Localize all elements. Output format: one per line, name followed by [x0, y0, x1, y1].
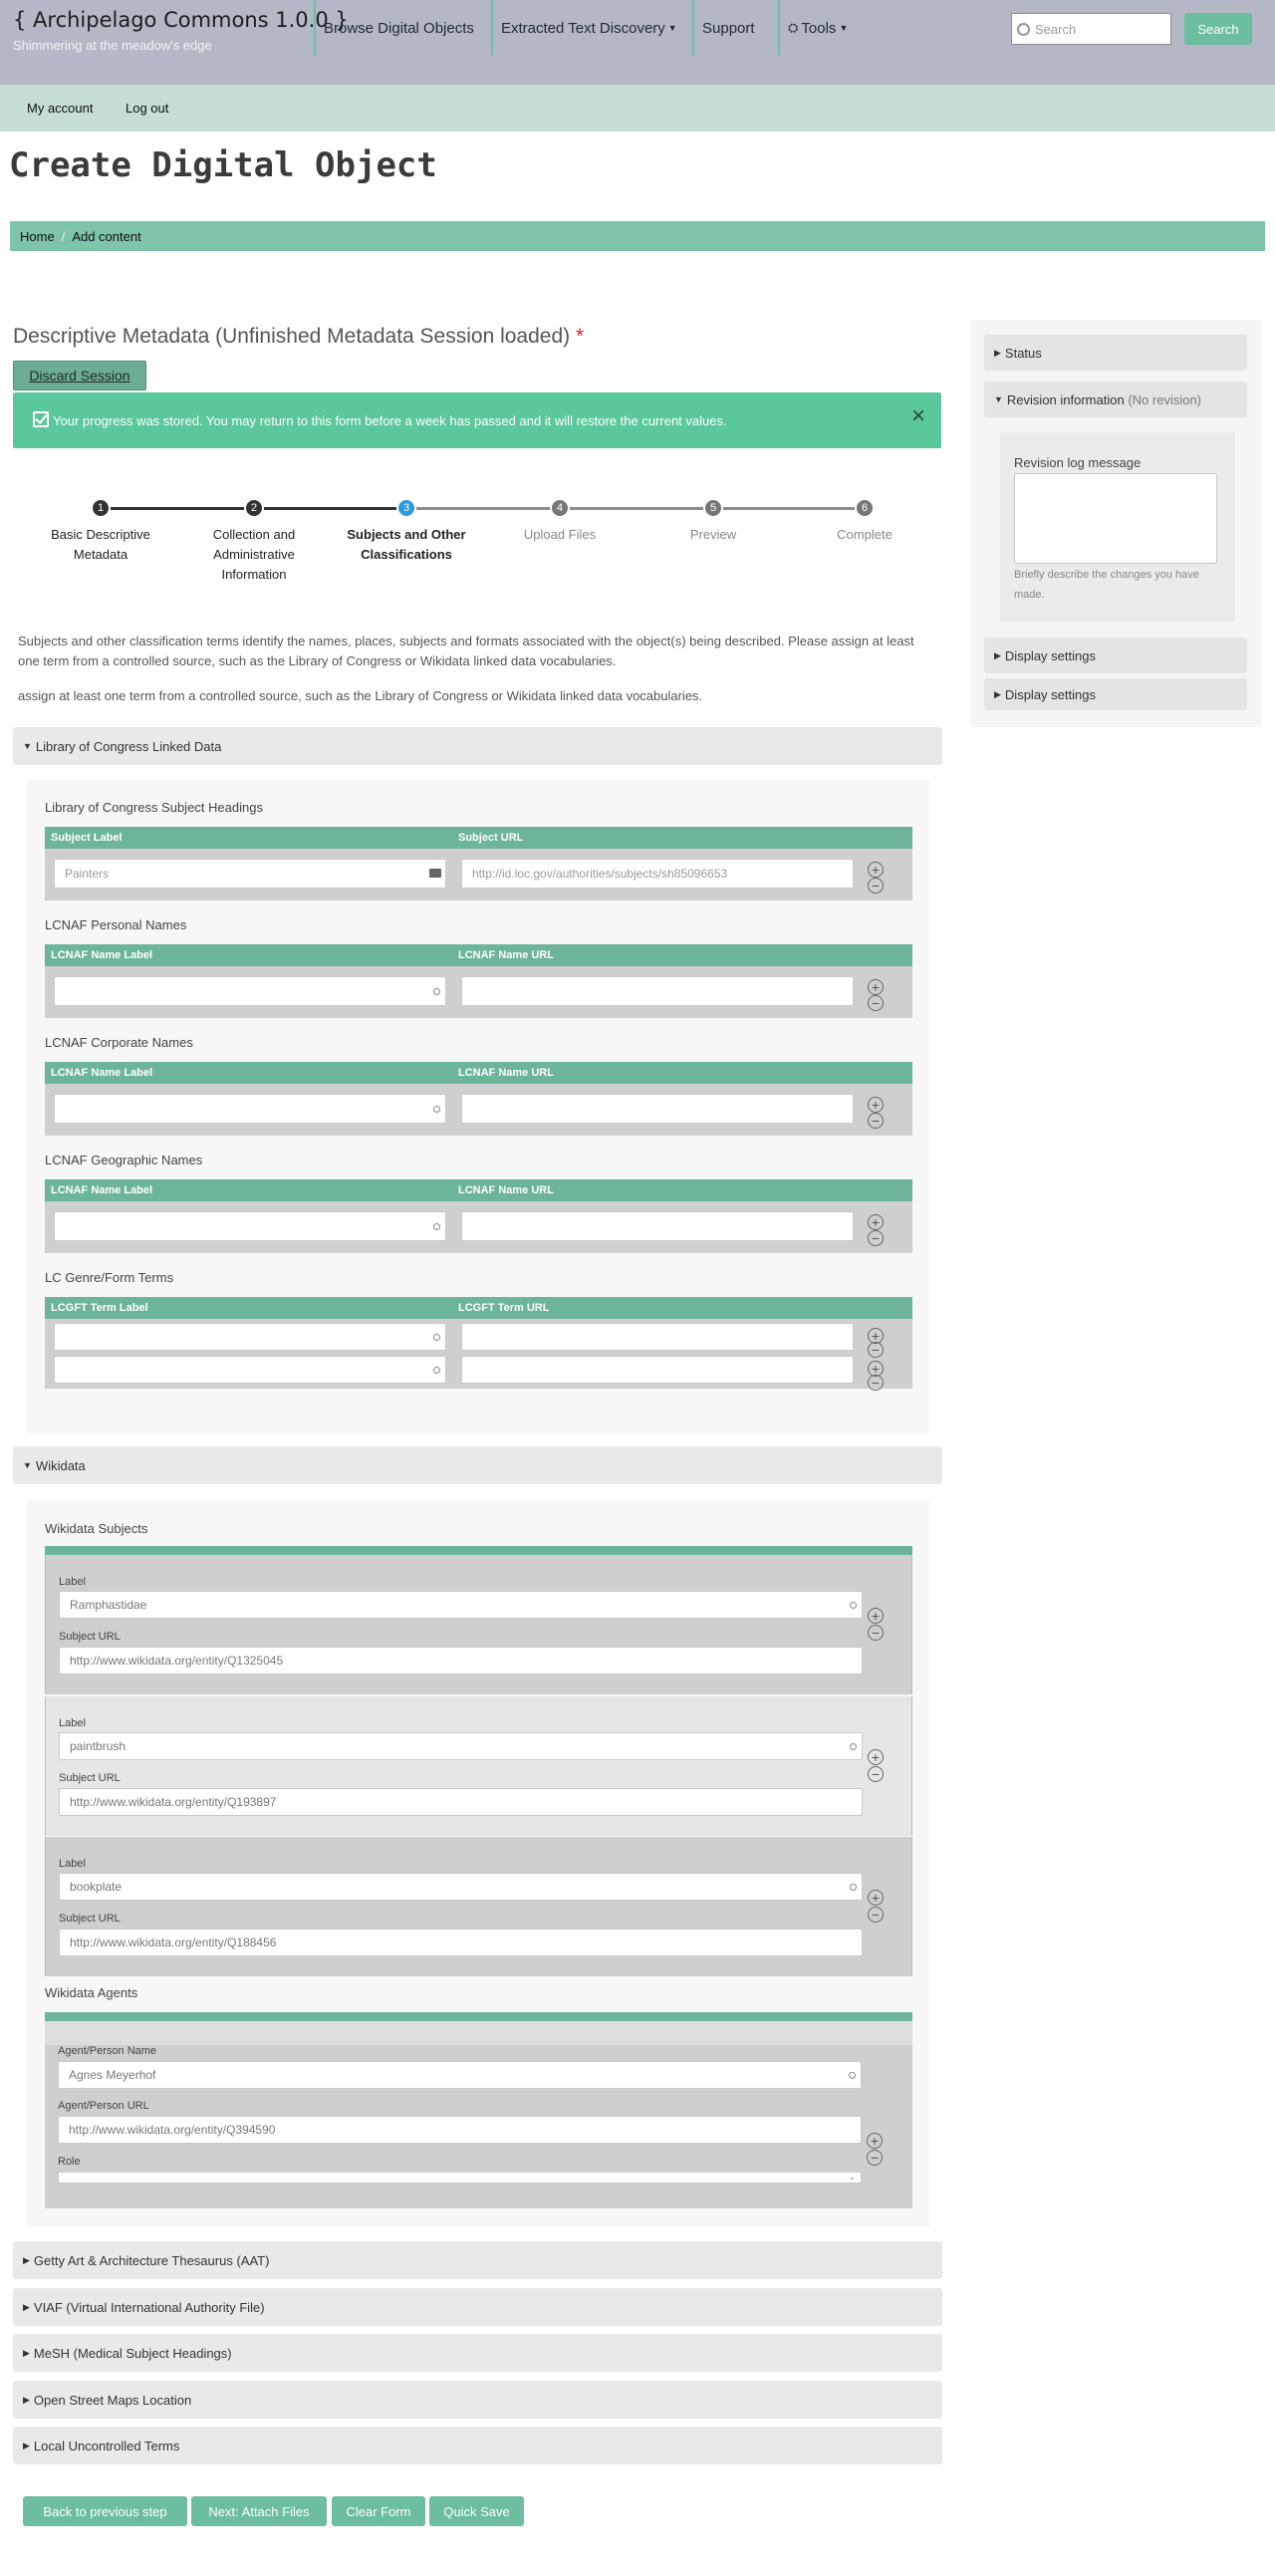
loc-table-body — [45, 1201, 912, 1253]
accordion-title: Library of Congress Linked Data — [35, 738, 222, 754]
intro-text-repeat: assign at least one term from a controlled source, such as the Library of Congress or Wikidata linked data vocabularies. — [18, 688, 703, 703]
agent-url-caption: Agent/Person URL — [58, 2100, 149, 2112]
sidebar-label: Display settings — [1004, 647, 1096, 663]
step-5-dot[interactable]: 5 — [703, 498, 723, 518]
wikidata-subject-row — [45, 1555, 912, 1694]
subject-url-caption: Subject URL — [59, 1631, 121, 1643]
remove-row-icon[interactable]: − — [868, 878, 884, 894]
step-3-dot[interactable]: 3 — [396, 498, 416, 518]
accordion-collapsed[interactable] — [13, 2334, 942, 2372]
form-heading — [13, 325, 584, 349]
term-url-input[interactable] — [461, 859, 854, 889]
autocomplete-icon — [433, 1106, 440, 1113]
label-caption: Label — [59, 1717, 86, 1729]
search-button[interactable]: Search — [1184, 13, 1252, 45]
log-out-link[interactable]: Log out — [126, 101, 169, 116]
loc-section-label: Library of Congress Subject Headings — [45, 800, 263, 815]
accordion-title: Getty Art & Architecture Thesaurus (AAT) — [33, 2252, 270, 2268]
subject-url-value: http://www.wikidata.org/entity/Q1325045 — [70, 1654, 284, 1668]
term-label-input[interactable] — [54, 976, 446, 1006]
accordion-title: VIAF (Virtual International Authority File) — [33, 2299, 265, 2315]
triangle-right-icon: ▶ — [23, 2301, 30, 2312]
sidebar-label: Revision information — [1006, 391, 1125, 407]
loc-section-label: LCNAF Corporate Names — [45, 1035, 193, 1050]
intro-text: Subjects and other classification terms identify the names, places, subjects and formats associated with the object(s) being described. Please assign at least one term from a controlled source, such as the Library of Congress or Wikidata linked data vocabularies. — [18, 634, 914, 668]
revision-log-textarea[interactable] — [1014, 473, 1217, 564]
accordion-library-of-congress[interactable] — [13, 727, 942, 765]
triangle-down-icon: ▼ — [23, 1460, 32, 1470]
clear-form-button[interactable]: Clear Form — [332, 2496, 425, 2526]
subject-label-value: bookplate — [70, 1880, 123, 1894]
breadcrumb-separator: / — [61, 228, 66, 244]
breadcrumb-home[interactable]: Home — [20, 228, 55, 244]
revision-log-label: Revision log message — [1014, 455, 1142, 470]
role-select[interactable] — [58, 2172, 862, 2184]
loc-table-body — [45, 966, 912, 1018]
form-heading-text: Descriptive Metadata (Unfinished Metadata Session loaded) — [13, 325, 571, 348]
sidebar-revision[interactable] — [984, 382, 1247, 417]
term-url-input[interactable] — [461, 1211, 854, 1241]
breadcrumb — [10, 221, 1265, 251]
term-label-input[interactable] — [54, 1211, 446, 1241]
revision-note: (No revision) — [1128, 391, 1202, 407]
subject-url-input[interactable] — [59, 1929, 863, 1956]
accordion-title: Open Street Maps Location — [33, 2392, 192, 2408]
account-bar — [0, 85, 1275, 131]
search-icon — [1017, 23, 1030, 36]
autocomplete-icon — [433, 1367, 440, 1374]
next-attach-files-button[interactable]: Next: Attach Files — [191, 2496, 327, 2526]
nav-support[interactable]: Support — [692, 0, 755, 56]
column-header: LCNAF Name URL — [458, 1067, 554, 1079]
revision-log-help: Briefly describe the changes you have made. — [1014, 569, 1199, 601]
triangle-down-icon: ▼ — [23, 741, 32, 751]
step-2-dot[interactable]: 2 — [244, 498, 264, 518]
term-label-value: Painters — [65, 867, 110, 881]
remove-row-icon[interactable]: − — [868, 995, 884, 1011]
sidebar-label: Display settings — [1004, 686, 1096, 702]
quick-save-button[interactable]: Quick Save — [429, 2496, 524, 2526]
loc-table-header — [45, 1062, 912, 1084]
add-row-icon[interactable]: + — [868, 1361, 884, 1377]
loc-section-label: LCNAF Geographic Names — [45, 1153, 203, 1167]
autocomplete-icon — [433, 1334, 440, 1341]
wikidata-subject-row — [45, 1696, 912, 1836]
remove-row-icon[interactable]: − — [868, 1375, 884, 1391]
term-url-input[interactable] — [461, 1323, 854, 1351]
subject-url-caption: Subject URL — [59, 1772, 121, 1784]
close-icon[interactable]: × — [911, 402, 926, 429]
subject-label-input[interactable] — [59, 1873, 863, 1901]
column-header: LCNAF Name URL — [458, 949, 554, 961]
label-caption: Label — [59, 1576, 86, 1588]
step-4-label: Upload Files — [523, 527, 597, 542]
chevron-down-icon: ⌄ — [849, 2173, 856, 2182]
loc-section-label: LCNAF Personal Names — [45, 917, 187, 932]
subject-label-input[interactable] — [59, 1591, 863, 1619]
role-caption: Role — [58, 2156, 81, 2168]
autocomplete-icon — [849, 2072, 856, 2079]
subject-url-input[interactable] — [59, 1788, 863, 1816]
subject-url-value: http://www.wikidata.org/entity/Q193897 — [70, 1795, 277, 1809]
loc-table-header — [45, 1297, 912, 1319]
label-caption: Label — [59, 1858, 86, 1870]
remove-row-icon[interactable]: − — [868, 1113, 884, 1129]
toolbox-icon: ⛭ — [788, 20, 799, 35]
accordion-collapsed[interactable] — [13, 2427, 942, 2464]
site-slogan: Shimmering at the meadow's edge — [13, 38, 212, 53]
subject-label-input[interactable] — [59, 1732, 863, 1760]
accordion-title: Wikidata — [35, 1457, 86, 1473]
step-2-label: Collection and Administrative Information — [212, 527, 296, 582]
search-input[interactable] — [1011, 13, 1171, 45]
term-url-input[interactable] — [461, 976, 854, 1006]
remove-row-icon[interactable]: − — [868, 1766, 884, 1782]
loc-table-header — [45, 827, 912, 849]
accordion-collapsed[interactable] — [13, 2381, 942, 2419]
autocomplete-icon — [850, 1884, 857, 1891]
step-1-label: Basic Descriptive Metadata — [51, 527, 150, 562]
wikidata-subjects-header — [45, 1546, 912, 1555]
step-5-label: Preview — [689, 527, 737, 542]
add-row-icon[interactable]: + — [868, 979, 884, 995]
agent-name-value: Agnes Meyerhof — [69, 2068, 156, 2082]
wikidata-agent-row — [45, 2021, 912, 2208]
step-3-label: Subjects and Other Classifications — [347, 527, 466, 562]
step-6-label: Complete — [837, 527, 892, 542]
remove-row-icon[interactable]: − — [868, 1342, 884, 1358]
breadcrumb-add-content[interactable]: Add content — [72, 228, 141, 244]
back-button[interactable]: Back to previous step — [23, 2496, 187, 2526]
add-row-icon[interactable]: + — [868, 1749, 884, 1765]
remove-row-icon[interactable]: − — [867, 2150, 883, 2166]
agent-name-input[interactable] — [58, 2061, 862, 2089]
triangle-right-icon: ▶ — [994, 649, 1001, 660]
accordion-title: Local Uncontrolled Terms — [33, 2438, 180, 2453]
subject-url-input[interactable] — [59, 1647, 863, 1674]
column-header: LCGFT Term URL — [458, 1302, 550, 1314]
subject-label-value: paintbrush — [70, 1739, 127, 1753]
add-row-icon[interactable]: + — [868, 1214, 884, 1230]
term-url-input[interactable] — [461, 1356, 854, 1384]
agent-name-caption: Agent/Person Name — [58, 2045, 157, 2057]
caret-down-icon: ▼ — [667, 23, 677, 33]
loc-table-header — [45, 1179, 912, 1201]
subject-label-value: Ramphastidae — [70, 1598, 147, 1612]
column-header: LCNAF Name Label — [51, 949, 153, 961]
required-marker: * — [575, 325, 585, 348]
remove-row-icon[interactable]: − — [868, 1907, 884, 1923]
autocomplete-icon — [433, 988, 440, 995]
wikidata-agents-label: Wikidata Agents — [45, 1985, 138, 2000]
column-header: LCNAF Name Label — [51, 1067, 153, 1079]
checkbox-check-icon — [33, 411, 49, 427]
column-header: Subject URL — [458, 832, 524, 844]
nav-browse-digital-objects[interactable]: Browse Digital Objects — [314, 0, 474, 56]
autocomplete-icon — [433, 1223, 440, 1230]
caret-down-icon: ▼ — [839, 23, 849, 33]
contact-card-icon — [429, 869, 441, 878]
nav-tools[interactable] — [778, 0, 848, 56]
add-row-icon[interactable]: + — [868, 862, 884, 878]
accordion-wikidata[interactable] — [13, 1446, 942, 1484]
subject-url-value: http://www.wikidata.org/entity/Q188456 — [70, 1935, 277, 1949]
accordion-title: MeSH (Medical Subject Headings) — [33, 2345, 232, 2361]
site-name[interactable]: { Archipelago Commons 1.0.0 } — [13, 8, 349, 32]
agent-row-divider — [45, 2021, 912, 2045]
step-4-dot[interactable]: 4 — [550, 498, 570, 518]
sidebar-display-settings-2[interactable] — [984, 678, 1247, 710]
term-label-input[interactable] — [54, 1356, 446, 1384]
step-1-dot[interactable]: 1 — [91, 498, 111, 518]
status-alert: Your progress was stored. You may return to this form before a week has passed and it will restore the current values. — [13, 392, 941, 448]
loc-table-header — [45, 944, 912, 966]
term-url-input[interactable] — [461, 1094, 854, 1124]
accordion-collapsed[interactable] — [13, 2288, 942, 2326]
add-row-icon[interactable]: + — [868, 1608, 884, 1624]
triangle-down-icon: ▼ — [994, 394, 1003, 404]
triangle-right-icon: ▶ — [23, 2394, 30, 2405]
sidebar-status[interactable] — [984, 335, 1247, 371]
search-placeholder: Search — [1035, 21, 1077, 37]
autocomplete-icon — [850, 1743, 857, 1750]
triangle-right-icon: ▶ — [994, 347, 1001, 358]
add-row-icon[interactable]: + — [868, 1890, 884, 1906]
column-header: LCNAF Name URL — [458, 1184, 554, 1196]
nav-extracted-text-discovery[interactable] — [491, 0, 677, 56]
wikidata-agents-header — [45, 2012, 912, 2021]
subject-url-caption: Subject URL — [59, 1913, 121, 1925]
term-label-input[interactable] — [54, 1323, 446, 1351]
wikidata-subjects-label: Wikidata Subjects — [45, 1521, 148, 1536]
triangle-right-icon: ▶ — [994, 688, 1001, 699]
my-account-link[interactable]: My account — [27, 101, 94, 116]
page-title: Create Digital Object — [9, 145, 437, 185]
nav-label: Tools — [801, 19, 837, 37]
discard-session-button[interactable]: Discard Session — [13, 361, 146, 390]
column-header: LCNAF Name Label — [51, 1184, 153, 1196]
nav-label: Extracted Text Discovery — [501, 19, 665, 37]
autocomplete-icon — [850, 1602, 857, 1609]
agent-url-value: http://www.wikidata.org/entity/Q394590 — [69, 2123, 276, 2137]
loc-table-body — [45, 849, 912, 901]
remove-row-icon[interactable]: − — [868, 1230, 884, 1246]
add-row-icon[interactable]: + — [867, 2133, 883, 2149]
sidebar-label: Status — [1004, 345, 1042, 361]
wikidata-subject-row — [45, 1837, 912, 1976]
term-url-value: http://id.loc.gov/authorities/subjects/sh85096653 — [472, 867, 728, 881]
term-label-input[interactable] — [54, 1094, 446, 1124]
triangle-right-icon: ▶ — [23, 2254, 30, 2265]
add-row-icon[interactable]: + — [868, 1328, 884, 1344]
loc-table-body — [45, 1319, 912, 1389]
accordion-collapsed[interactable] — [13, 2241, 942, 2279]
triangle-right-icon: ▶ — [23, 2440, 30, 2450]
loc-section-label: LC Genre/Form Terms — [45, 1270, 174, 1285]
add-row-icon[interactable]: + — [868, 1097, 884, 1113]
step-6-dot[interactable]: 6 — [855, 498, 875, 518]
agent-url-input[interactable] — [58, 2116, 862, 2144]
loc-table-body — [45, 1084, 912, 1136]
column-header: LCGFT Term Label — [51, 1302, 148, 1314]
triangle-right-icon: ▶ — [23, 2347, 30, 2358]
column-header: Subject Label — [51, 832, 123, 844]
sidebar-display-settings[interactable] — [984, 638, 1247, 673]
term-label-input[interactable] — [54, 859, 446, 889]
remove-row-icon[interactable]: − — [868, 1625, 884, 1641]
